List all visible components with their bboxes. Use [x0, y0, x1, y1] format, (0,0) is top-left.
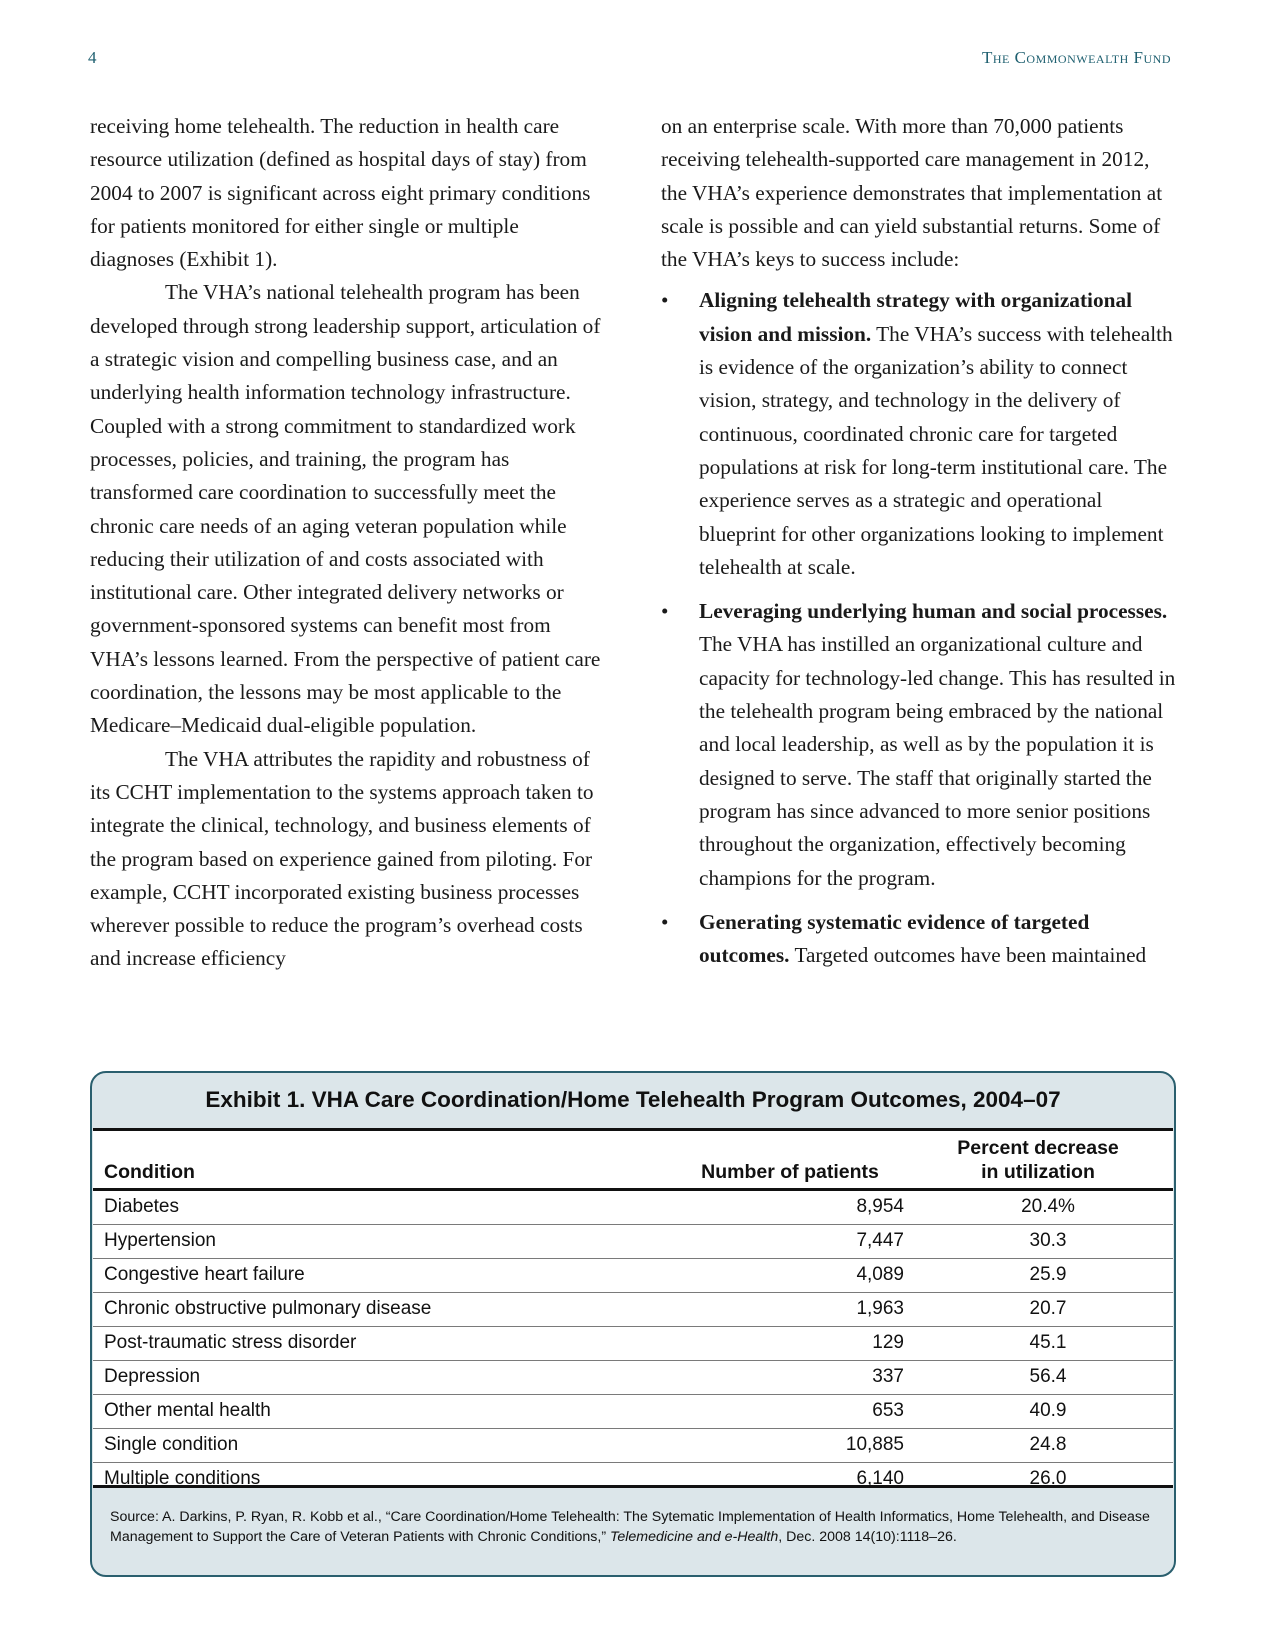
cell-decrease: 30.3 [1029, 1230, 1067, 1251]
cell-decrease: 45.1 [1029, 1332, 1067, 1353]
table-header [93, 1131, 1173, 1191]
table-row [93, 1259, 1173, 1293]
table-row [93, 1225, 1173, 1259]
bullet-icon: • [661, 288, 669, 313]
list-item [661, 906, 1176, 973]
exhibit-title: Exhibit 1. VHA Care Coordination/Home Telehealth Program Outcomes, 2004–07 [205, 1087, 1061, 1112]
outcomes-table [93, 1128, 1173, 1488]
table-row [93, 1395, 1173, 1429]
list-item [661, 595, 1176, 895]
source-citation: , Dec. 2008 14(10):1118–26. [778, 1529, 957, 1545]
source-text: Source: A. Darkins, P. Ryan, R. Kobb et al., “Care Coordination/Home Telehealth: The Sytematic Implementation of Health Informatics, Home Telehealth, and Disease Management to Support the Care of Veteran Patients with Chronic Conditions,” [110, 1509, 1150, 1545]
bullet-icon: • [661, 599, 669, 624]
cell-patients: 653 [872, 1400, 904, 1421]
paragraph: The VHA attributes the rapidity and robustness of its CCHT implementation to the systems approach taken to integrate the clinical, technology, and business elements of the program based on experience gained from piloting. For example, CCHT incorporated existing business processes wherever possible to reduce the program’s overhead costs and increase efficiency [90, 746, 594, 971]
list-item-text: The VHA has instilled an organizational culture and capacity for technology-led change. This has resulted in the telehealth program being embraced by the national and local leadership, as well as by the population it is designed to serve. The staff that originally started the program has since advanced to more senior positions throughout the organization, effectively becoming champions for the program. [699, 632, 1176, 890]
cell-condition: Congestive heart failure [104, 1264, 305, 1285]
column-header-decrease-line1: Percent decrease [957, 1137, 1119, 1159]
cell-decrease: 25.9 [1029, 1264, 1067, 1285]
table-row [93, 1293, 1173, 1327]
cell-patients: 10,885 [845, 1434, 904, 1455]
cell-condition: Single condition [104, 1434, 239, 1455]
cell-patients: 8,954 [856, 1196, 904, 1217]
cell-decrease: 56.4 [1029, 1366, 1067, 1387]
column-header-decrease-line2: in utilization [981, 1161, 1095, 1183]
cell-patients: 129 [872, 1332, 904, 1353]
table-row [93, 1327, 1173, 1361]
cell-condition: Hypertension [104, 1230, 216, 1251]
table-row [93, 1191, 1173, 1225]
bullet-icon: • [661, 909, 669, 934]
paragraph: The VHA’s national telehealth program has been developed through strong leadership support, articulation of a strategic vision and compelling business case, and an underlying health information technology infrastructure. Coupled with a strong commitment to standardized work processes, policies, and training, the program has transformed care coordination to successfully meet the chronic care needs of an aging veteran population while reducing their utilization of and costs associated with institutional care. Other integrated delivery networks or government-sponsored systems can benefit most from VHA’s lessons learned. From the perspective of patient care coordination, the lessons may be most applicable to the Medicare–Medicaid dual-eligible population. [90, 280, 601, 738]
list-item-heading: Generating systematic evidence of targeted outcomes. [699, 909, 1090, 968]
paragraph: receiving home telehealth. The reduction in health care resource utilization (defined as hospital days of stay) from 2004 to 2007 is significant across eight primary conditions for patients monitored for either single or multiple diagnoses (Exhibit 1). [90, 114, 591, 272]
list-item [661, 284, 1176, 584]
page-number: 4 [88, 48, 97, 67]
cell-condition: Diabetes [104, 1196, 179, 1217]
cell-decrease: 20.7 [1029, 1298, 1067, 1319]
cell-condition: Multiple conditions [104, 1468, 261, 1489]
column-header-decrease [938, 1136, 1138, 1184]
cell-decrease: 20.4% [1021, 1196, 1075, 1217]
source-note [110, 1507, 1150, 1547]
cell-patients: 4,089 [856, 1264, 904, 1285]
cell-patients: 6,140 [856, 1468, 904, 1489]
list-item-heading: Aligning telehealth strategy with organizational vision and mission. [699, 288, 1133, 346]
running-head: The Commonwealth Fund [981, 48, 1171, 67]
cell-condition: Post-traumatic stress disorder [104, 1332, 357, 1353]
table-row [93, 1361, 1173, 1395]
left-column [90, 110, 605, 976]
cell-condition: Depression [104, 1366, 201, 1387]
table-row [93, 1463, 1173, 1496]
column-header-patients: Number of patients [701, 1161, 879, 1183]
source-journal: Telemedicine and e-Health [610, 1529, 779, 1545]
list-item-text: Targeted outcomes have been maintained [789, 943, 1147, 968]
list-item-heading: Leveraging underlying human and social processes. [699, 599, 1168, 624]
exhibit-box [90, 1071, 1176, 1577]
list-item-text: The VHA’s success with telehealth is evidence of the organization’s ability to connect vision, strategy, and technology in the delivery of continuous, coordinated chronic care for targeted populations at risk for long-term institutional care. The experience serves as a strategic and operational blueprint for other organizations looking to implement telehealth at scale. [699, 321, 1173, 579]
cell-condition: Chronic obstructive pulmonary disease [104, 1298, 432, 1319]
cell-patients: 1,963 [856, 1298, 904, 1319]
cell-decrease: 40.9 [1029, 1400, 1067, 1421]
right-column [661, 110, 1176, 983]
cell-decrease: 24.8 [1029, 1434, 1067, 1455]
cell-decrease: 26.0 [1029, 1468, 1067, 1489]
column-header-condition: Condition [104, 1161, 195, 1183]
table-row [93, 1429, 1173, 1463]
cell-patients: 7,447 [856, 1230, 904, 1251]
cell-condition: Other mental health [104, 1400, 271, 1421]
keys-to-success-list [661, 284, 1176, 972]
cell-patients: 337 [872, 1366, 904, 1387]
paragraph: on an enterprise scale. With more than 70,000 patients receiving telehealth-supported care management in 2012, the VHA’s experience demonstrates that implementation at scale is possible and can yield substantial returns. Some of the VHA’s keys to success include: [661, 114, 1163, 272]
